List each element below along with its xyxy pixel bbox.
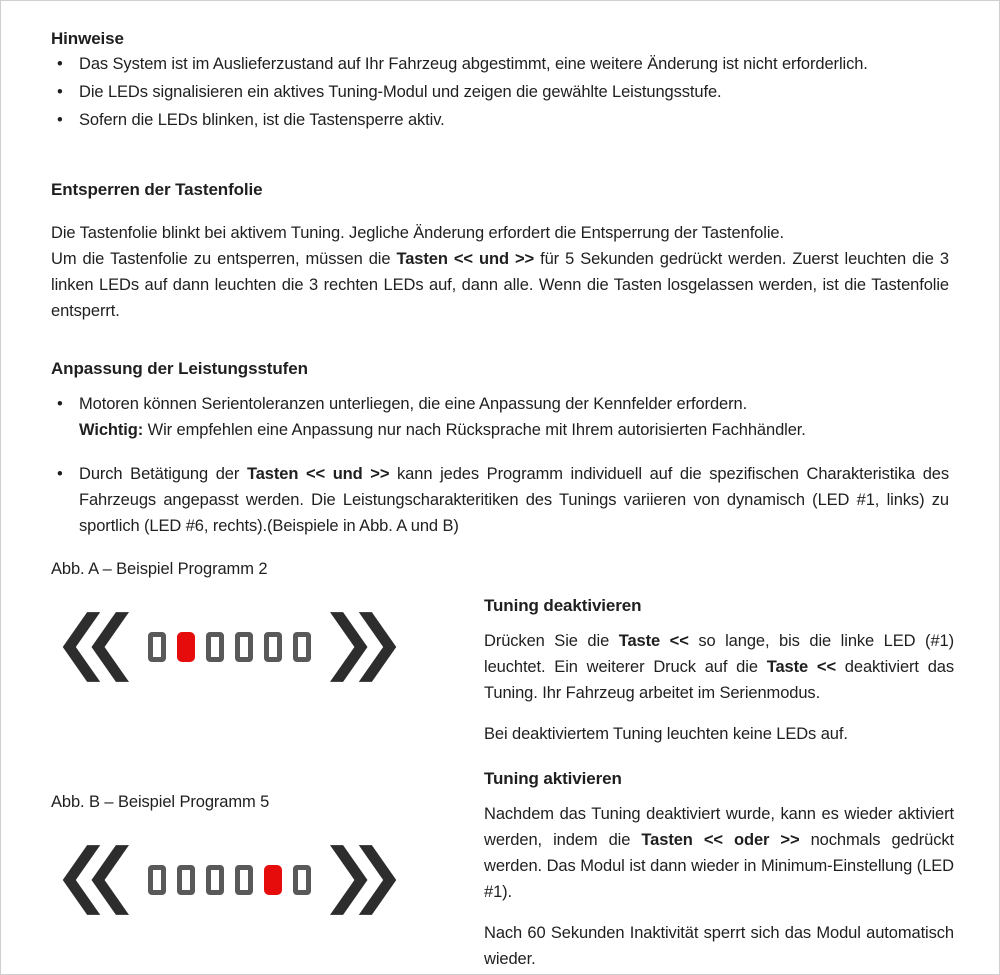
- led-row: [129, 632, 330, 662]
- led-5-active: [264, 865, 282, 895]
- list-item: [51, 391, 949, 443]
- tuning-aktivieren-heading: Tuning aktivieren: [484, 769, 622, 788]
- list-item: [51, 108, 949, 132]
- figure-a-caption: Abb. A – Beispiel Programm 2: [51, 560, 268, 578]
- bullet-text: Motoren können Serientoleranzen unterliegen, die eine Anpassung der Kennfelder erfordern. Wichtig: Wir empfehlen eine Anpassung nur nach Rücksprache mit Ihrem autorisierten Fachhändler.: [79, 395, 806, 439]
- hinweise-heading: Hinweise: [51, 29, 124, 48]
- led-2-inactive: [177, 865, 195, 895]
- double-chevron-right-icon: [330, 612, 398, 682]
- led-4-inactive: [235, 632, 253, 662]
- tuning-deaktivieren-note: Bei deaktiviertem Tuning leuchten keine LEDs auf.: [484, 725, 848, 743]
- entsperren-line1: Die Tastenfolie blinkt bei aktivem Tuning. Jegliche Änderung erfordert die Entsperrung der Tastenfolie.: [51, 224, 784, 242]
- anpassung-bullet-list: [51, 391, 949, 557]
- bullet-text: Die LEDs signalisieren ein aktives Tuning-Modul und zeigen die gewählte Leistungsstufe.: [79, 83, 722, 101]
- led-1-inactive: [148, 865, 166, 895]
- led-6-inactive: [293, 865, 311, 895]
- double-chevron-left-icon: [61, 845, 129, 915]
- double-chevron-left-icon: [61, 612, 129, 682]
- bullet-icon: •: [57, 465, 63, 483]
- led-2-active: [177, 632, 195, 662]
- led-row: [129, 865, 330, 895]
- led-5-inactive: [264, 632, 282, 662]
- list-item: [51, 52, 949, 76]
- list-item: [51, 80, 949, 104]
- right-column: [484, 595, 954, 975]
- bullet-icon: •: [57, 395, 63, 413]
- led-4-inactive: [235, 865, 253, 895]
- hinweise-bullet-list: [51, 52, 949, 132]
- bullet-icon: •: [57, 111, 63, 129]
- tuning-aktivieren-note: Nach 60 Sekunden Inaktivität sperrt sich das Modul automatisch wieder.: [484, 924, 954, 968]
- figure-b-led-display: [61, 837, 398, 923]
- entsperren-paragraph: [51, 220, 949, 324]
- entsperren-body: Um die Tastenfolie zu entsperren, müssen die Tasten << und >> für 5 Sekunden gedrückt werden. Zuerst leuchten die 3 linken LEDs auf dann leuchten die 3 rechten LEDs auf, dann alle. Wenn die Tasten losgelassen werden, ist die Tastenfolie entsperrt.: [51, 250, 950, 320]
- bullet-text: Das System ist im Auslieferzustand auf Ihr Fahrzeug abgestimmt, eine weitere Änderung ist nicht erforderlich.: [79, 55, 868, 73]
- list-item: [51, 461, 949, 539]
- section-hinweise: [51, 28, 949, 136]
- bullet-icon: •: [57, 83, 63, 101]
- double-chevron-right-icon: [330, 845, 398, 915]
- led-3-inactive: [206, 865, 224, 895]
- bullet-text: Sofern die LEDs blinken, ist die Tastensperre aktiv.: [79, 111, 445, 129]
- led-3-inactive: [206, 632, 224, 662]
- bullet-text: Durch Betätigung der Tasten << und >> kann jedes Programm individuell auf die spezifischen Charakteristika des Fahrzeugs angepasst werden. Die Leistungscharakteritiken des Tunings variieren von dynamisch (LED #1, links) zu sportlich (LED #6, rechts).(Beispiele in Abb. A und B): [79, 465, 950, 535]
- figure-a-led-display: [61, 604, 398, 690]
- anpassung-heading: Anpassung der Leistungsstufen: [51, 359, 308, 378]
- led-6-inactive: [293, 632, 311, 662]
- figure-b-caption: Abb. B – Beispiel Programm 5: [51, 793, 270, 811]
- entsperren-heading: Entsperren der Tastenfolie: [51, 180, 263, 199]
- tuning-deaktivieren-paragraph: Drücken Sie die Taste << so lange, bis die linke LED (#1) leuchtet. Ein weiterer Druck auf die Taste << deaktiviert das Tuning. Ihr Fahrzeug arbeitet im Serienmodus.: [484, 632, 955, 702]
- bullet-icon: •: [57, 55, 63, 73]
- tuning-aktivieren-paragraph: Nachdem das Tuning deaktiviert wurde, kann es wieder aktiviert werden, indem die Tasten << oder >> nochmals gedrückt werden. Das Modul ist dann wieder in Minimum-Einstellung (LED #1).: [484, 805, 954, 901]
- led-1-inactive: [148, 632, 166, 662]
- tuning-deaktivieren-heading: Tuning deaktivieren: [484, 596, 642, 615]
